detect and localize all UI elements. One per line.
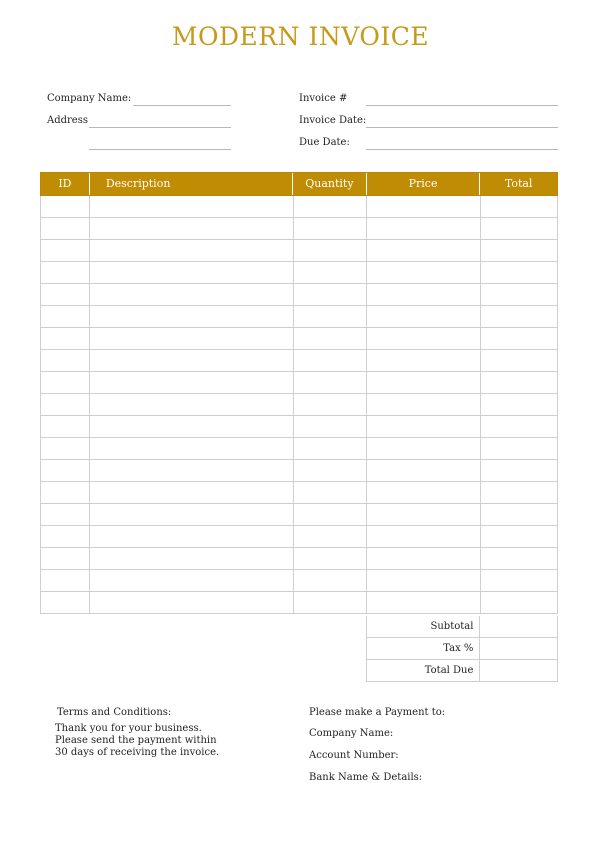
table-cell-total[interactable] xyxy=(481,262,558,283)
table-cell-price[interactable] xyxy=(367,394,481,415)
table-cell-description[interactable] xyxy=(90,416,294,437)
table-cell-price[interactable] xyxy=(367,240,481,261)
table-cell-total[interactable] xyxy=(481,482,558,503)
table-cell-quantity[interactable] xyxy=(294,394,368,415)
table-cell-quantity[interactable] xyxy=(294,284,368,305)
table-cell-total[interactable] xyxy=(481,460,558,481)
table-cell-price[interactable] xyxy=(367,262,481,283)
payment-account-label: Account Number: xyxy=(309,750,399,761)
table-cell-description[interactable] xyxy=(90,262,294,283)
table-cell-price[interactable] xyxy=(367,548,481,569)
table-cell-quantity[interactable] xyxy=(294,526,368,547)
subtotal-value-cell[interactable] xyxy=(480,616,558,637)
table-cell-price[interactable] xyxy=(367,328,481,349)
table-row xyxy=(40,240,558,262)
column-header-id: ID xyxy=(41,173,90,195)
table-cell-description[interactable] xyxy=(90,240,294,261)
table-cell-price[interactable] xyxy=(367,570,481,591)
table-cell-price[interactable] xyxy=(367,306,481,327)
invoice-date-label: Invoice Date: xyxy=(299,115,367,126)
table-row xyxy=(40,372,558,394)
table-row xyxy=(40,482,558,504)
table-cell-quantity[interactable] xyxy=(294,196,368,217)
table-cell-price[interactable] xyxy=(367,196,481,217)
table-cell-id[interactable] xyxy=(41,504,90,525)
table-cell-price[interactable] xyxy=(367,284,481,305)
total-due-row xyxy=(366,660,558,682)
table-cell-description[interactable] xyxy=(90,350,294,371)
address-label: Address xyxy=(47,115,88,126)
invoice-number-label: Invoice # xyxy=(299,93,348,104)
total-due-label: Total Due xyxy=(367,660,480,681)
table-cell-quantity[interactable] xyxy=(294,570,368,591)
table-cell-quantity[interactable] xyxy=(294,416,368,437)
terms-body xyxy=(55,723,219,759)
table-row xyxy=(40,196,558,218)
items-table-body xyxy=(40,196,558,614)
column-header-total: Total xyxy=(504,177,533,190)
table-cell-id[interactable] xyxy=(41,548,90,569)
items-table-header xyxy=(40,172,558,196)
table-cell-total[interactable] xyxy=(481,306,558,327)
table-cell-id[interactable] xyxy=(41,262,90,283)
invoice-number-field[interactable] xyxy=(366,105,558,106)
table-cell-quantity[interactable] xyxy=(294,438,368,459)
table-cell-description[interactable] xyxy=(90,328,294,349)
table-cell-description[interactable] xyxy=(90,218,294,239)
invoice-title: MODERN INVOICE xyxy=(171,22,430,51)
table-cell-quantity[interactable] xyxy=(294,350,368,371)
invoice-date-field[interactable] xyxy=(366,127,558,128)
company-name-label: Company Name: xyxy=(47,93,132,104)
payment-company-label: Company Name: xyxy=(309,728,394,739)
table-cell-description[interactable] xyxy=(90,372,294,393)
table-cell-quantity[interactable] xyxy=(294,460,368,481)
address-field-line-2[interactable] xyxy=(89,149,231,150)
table-cell-total[interactable] xyxy=(481,372,558,393)
table-cell-description[interactable] xyxy=(90,482,294,503)
table-cell-description[interactable] xyxy=(90,394,294,415)
column-header-price: Price xyxy=(367,173,481,195)
subtotal-label: Subtotal xyxy=(367,616,480,637)
table-cell-total[interactable] xyxy=(481,284,558,305)
table-cell-price[interactable] xyxy=(367,592,481,613)
table-cell-total[interactable] xyxy=(481,328,558,349)
table-row xyxy=(40,218,558,240)
table-cell-id[interactable] xyxy=(41,592,90,613)
table-cell-id[interactable] xyxy=(41,240,90,261)
table-cell-total[interactable] xyxy=(481,570,558,591)
table-row xyxy=(40,394,558,416)
table-cell-quantity[interactable] xyxy=(294,218,368,239)
table-cell-price[interactable] xyxy=(367,504,481,525)
table-cell-description[interactable] xyxy=(90,438,294,459)
table-cell-price[interactable] xyxy=(367,416,481,437)
table-row xyxy=(40,570,558,592)
company-name-field[interactable] xyxy=(133,105,231,106)
table-row xyxy=(40,328,558,350)
table-cell-id[interactable] xyxy=(41,394,90,415)
table-cell-total[interactable] xyxy=(481,526,558,547)
subtotal-row xyxy=(366,616,558,638)
table-cell-quantity[interactable] xyxy=(294,262,368,283)
table-cell-price[interactable] xyxy=(367,460,481,481)
table-cell-quantity[interactable] xyxy=(294,372,368,393)
table-cell-quantity[interactable] xyxy=(294,482,368,503)
tax-row xyxy=(366,638,558,660)
terms-line: 30 days of receiving the invoice. xyxy=(55,747,220,758)
table-cell-description[interactable] xyxy=(90,284,294,305)
column-header-description: Description xyxy=(90,173,293,195)
table-cell-total[interactable] xyxy=(481,592,558,613)
table-cell-total[interactable] xyxy=(481,548,558,569)
terms-line: Thank you for your business. xyxy=(55,723,202,734)
table-cell-quantity[interactable] xyxy=(294,592,368,613)
table-cell-description[interactable] xyxy=(90,592,294,613)
table-cell-total[interactable] xyxy=(481,438,558,459)
table-cell-price[interactable] xyxy=(367,350,481,371)
table-cell-description[interactable] xyxy=(90,526,294,547)
table-cell-id[interactable] xyxy=(41,438,90,459)
table-cell-id[interactable] xyxy=(41,328,90,349)
tax-value-cell[interactable] xyxy=(480,638,558,659)
table-cell-quantity[interactable] xyxy=(294,504,368,525)
table-cell-id[interactable] xyxy=(41,306,90,327)
table-row xyxy=(40,460,558,482)
table-cell-id[interactable] xyxy=(41,526,90,547)
table-row xyxy=(40,350,558,372)
table-row xyxy=(40,262,558,284)
table-cell-total[interactable] xyxy=(481,196,558,217)
table-cell-price[interactable] xyxy=(367,526,481,547)
table-cell-total[interactable] xyxy=(481,394,558,415)
address-field-line-1[interactable] xyxy=(89,127,231,128)
table-row xyxy=(40,592,558,614)
table-cell-description[interactable] xyxy=(90,570,294,591)
table-cell-id[interactable] xyxy=(41,416,90,437)
payment-heading: Please make a Payment to: xyxy=(309,707,446,718)
table-cell-description[interactable] xyxy=(90,306,294,327)
table-cell-description[interactable] xyxy=(90,196,294,217)
table-cell-id[interactable] xyxy=(41,482,90,503)
table-cell-total[interactable] xyxy=(481,218,558,239)
table-row xyxy=(40,284,558,306)
table-cell-id[interactable] xyxy=(41,372,90,393)
items-table xyxy=(40,172,558,614)
table-cell-total[interactable] xyxy=(481,416,558,437)
terms-title: Terms and Conditions: xyxy=(57,707,172,718)
payment-bank-label: Bank Name & Details: xyxy=(309,772,423,783)
table-cell-total[interactable] xyxy=(481,350,558,371)
table-cell-id[interactable] xyxy=(41,218,90,239)
table-cell-id[interactable] xyxy=(41,196,90,217)
table-cell-price[interactable] xyxy=(367,482,481,503)
table-row xyxy=(40,438,558,460)
table-cell-quantity[interactable] xyxy=(294,306,368,327)
table-cell-price[interactable] xyxy=(367,438,481,459)
table-row xyxy=(40,306,558,328)
table-cell-id[interactable] xyxy=(41,570,90,591)
table-row xyxy=(40,504,558,526)
table-cell-price[interactable] xyxy=(367,372,481,393)
due-date-label: Due Date: xyxy=(299,137,350,148)
table-row xyxy=(40,548,558,570)
table-cell-total[interactable] xyxy=(481,240,558,261)
terms-line: Please send the payment within xyxy=(55,735,217,746)
table-row xyxy=(40,526,558,548)
table-cell-description[interactable] xyxy=(90,460,294,481)
due-date-field[interactable] xyxy=(366,149,558,150)
table-cell-quantity[interactable] xyxy=(294,240,368,261)
table-cell-id[interactable] xyxy=(41,350,90,371)
column-header-quantity: Quantity xyxy=(293,173,367,195)
table-cell-description[interactable] xyxy=(90,548,294,569)
total-due-value-cell[interactable] xyxy=(480,660,558,681)
table-cell-quantity[interactable] xyxy=(294,328,368,349)
table-cell-total[interactable] xyxy=(481,504,558,525)
table-cell-id[interactable] xyxy=(41,460,90,481)
tax-label: Tax % xyxy=(367,638,480,659)
table-cell-quantity[interactable] xyxy=(294,548,368,569)
table-cell-price[interactable] xyxy=(367,218,481,239)
table-cell-description[interactable] xyxy=(90,504,294,525)
table-row xyxy=(40,416,558,438)
table-cell-id[interactable] xyxy=(41,284,90,305)
summary-table xyxy=(366,616,558,682)
